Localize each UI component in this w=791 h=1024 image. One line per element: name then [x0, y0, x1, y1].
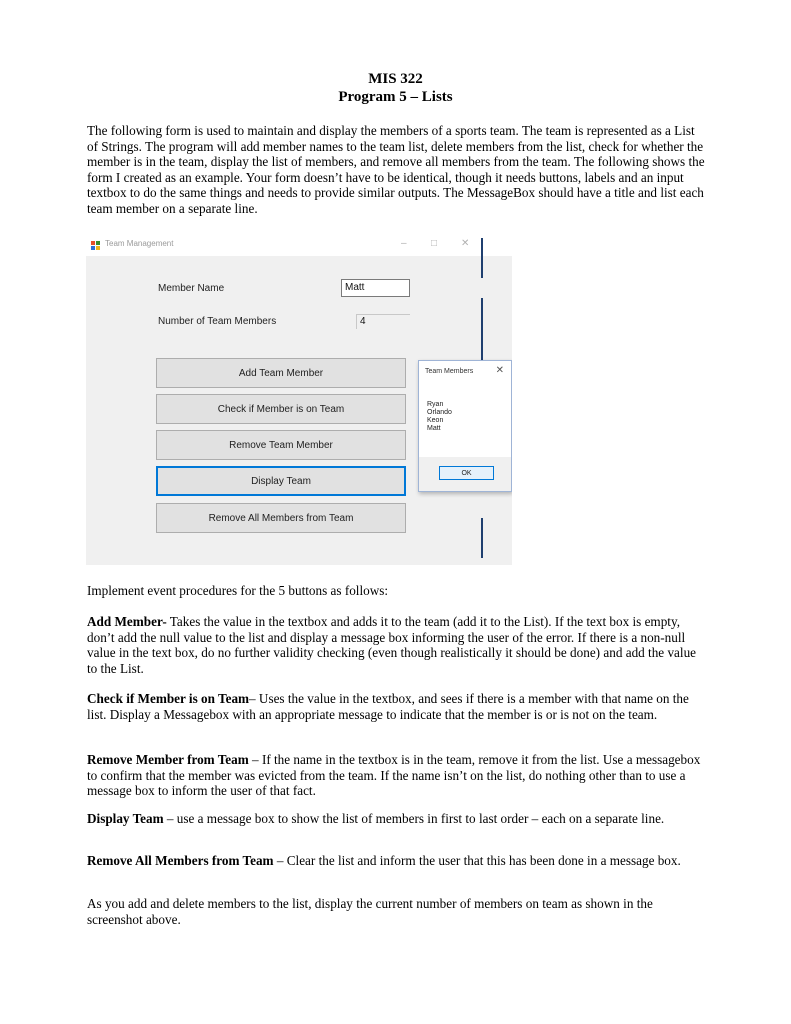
remove-all-text: – Clear the list and inform the user that this has been done in a message box.	[273, 853, 681, 868]
minimize-icon[interactable]: –	[401, 238, 407, 249]
member-list-item: Ryan	[427, 401, 444, 408]
member-list-item: Matt	[427, 425, 441, 432]
remove-all-heading: Remove All Members from Team	[87, 853, 274, 868]
program-title: Program 5 – Lists	[338, 89, 453, 105]
close-icon[interactable]: ✕	[461, 238, 470, 249]
add-team-member-button[interactable]: Add Team Member	[156, 358, 406, 388]
member-list-item: Orlando	[427, 409, 452, 416]
member-name-input[interactable]: Matt	[341, 279, 410, 297]
add-member-description	[87, 614, 707, 676]
form-screenshot	[86, 236, 512, 565]
add-member-heading: Add Member-	[87, 614, 167, 629]
remove-all-members-button[interactable]: Remove All Members from Team	[156, 503, 406, 533]
closing-paragraph: As you add and delete members to the list, display the current number of members on team as shown in the screenshot above.	[87, 896, 653, 927]
window-title-bar	[86, 236, 512, 256]
team-members-messagebox	[418, 360, 512, 492]
check-member-heading: Check if Member is on Team	[87, 691, 250, 706]
course-title: MIS 322	[368, 71, 423, 87]
divider-line	[481, 238, 483, 278]
implement-intro: Implement event procedures for the 5 buttons as follows:	[87, 583, 389, 598]
add-member-text: Takes the value in the textbox and adds it to the team (add it to the List). If the text box is empty, don’t add the null value to the list and display a message box informing the user of the error. If there is a non-null value in the text box, do no further validity checking (even though realistically it should be done) and add the value to the List.	[87, 614, 697, 676]
display-team-description	[87, 811, 707, 827]
divider-line	[481, 298, 483, 360]
remove-team-member-button[interactable]: Remove Team Member	[156, 430, 406, 460]
maximize-icon[interactable]: □	[431, 238, 438, 249]
remove-member-text: – If the name in the textbox is in the team, remove it from the list. Use a messagebox to confirm that the member was evicted from the team. If the name isn’t on the list, do nothing other than to use a message box to inform the user of that fact.	[87, 752, 701, 799]
member-count-label: Number of Team Members	[158, 316, 277, 327]
messagebox-title: Team Members	[425, 368, 474, 375]
remove-member-description	[87, 752, 707, 799]
divider-line	[481, 518, 483, 558]
display-team-text: – use a message box to show the list of members in first to last order – each on a separate line.	[163, 811, 665, 826]
messagebox-footer	[419, 457, 511, 491]
ok-button[interactable]: OK	[439, 466, 494, 480]
check-member-text: – Uses the value in the textbox, and sees if there is a member with that name on the list. Display a Messagebox with an appropriate message to indicate that the member is or is not on the team.	[87, 691, 689, 722]
display-team-button[interactable]: Display Team	[156, 466, 406, 496]
check-member-description	[87, 691, 707, 722]
remove-all-description	[87, 853, 707, 869]
check-member-button[interactable]: Check if Member is on Team	[156, 394, 406, 424]
member-list-item: Keon	[427, 417, 444, 424]
member-count-value: 4	[356, 314, 410, 329]
window-title: Team Management	[105, 239, 174, 248]
document-title	[0, 70, 791, 106]
intro-paragraph: The following form is used to maintain and display the members of a sports team. The team is represented as a List of Strings. The program will add member names to the team list, delete members from the list, check for whether the member is in the team, display the list of members, and remove all members from the team. The following shows the form I created as an example. Your form doesn’t have to be identical, though it needs buttons, labels and an input textbox to do the same things and needs to provide similar outputs. The MessageBox should have a title and list each team member on a separate line.	[87, 123, 705, 216]
member-name-label: Member Name	[158, 283, 225, 294]
messagebox-close-icon[interactable]: ✕	[495, 365, 504, 376]
app-icon	[91, 241, 101, 250]
remove-member-heading: Remove Member from Team	[87, 752, 249, 767]
display-team-heading: Display Team	[87, 811, 164, 826]
